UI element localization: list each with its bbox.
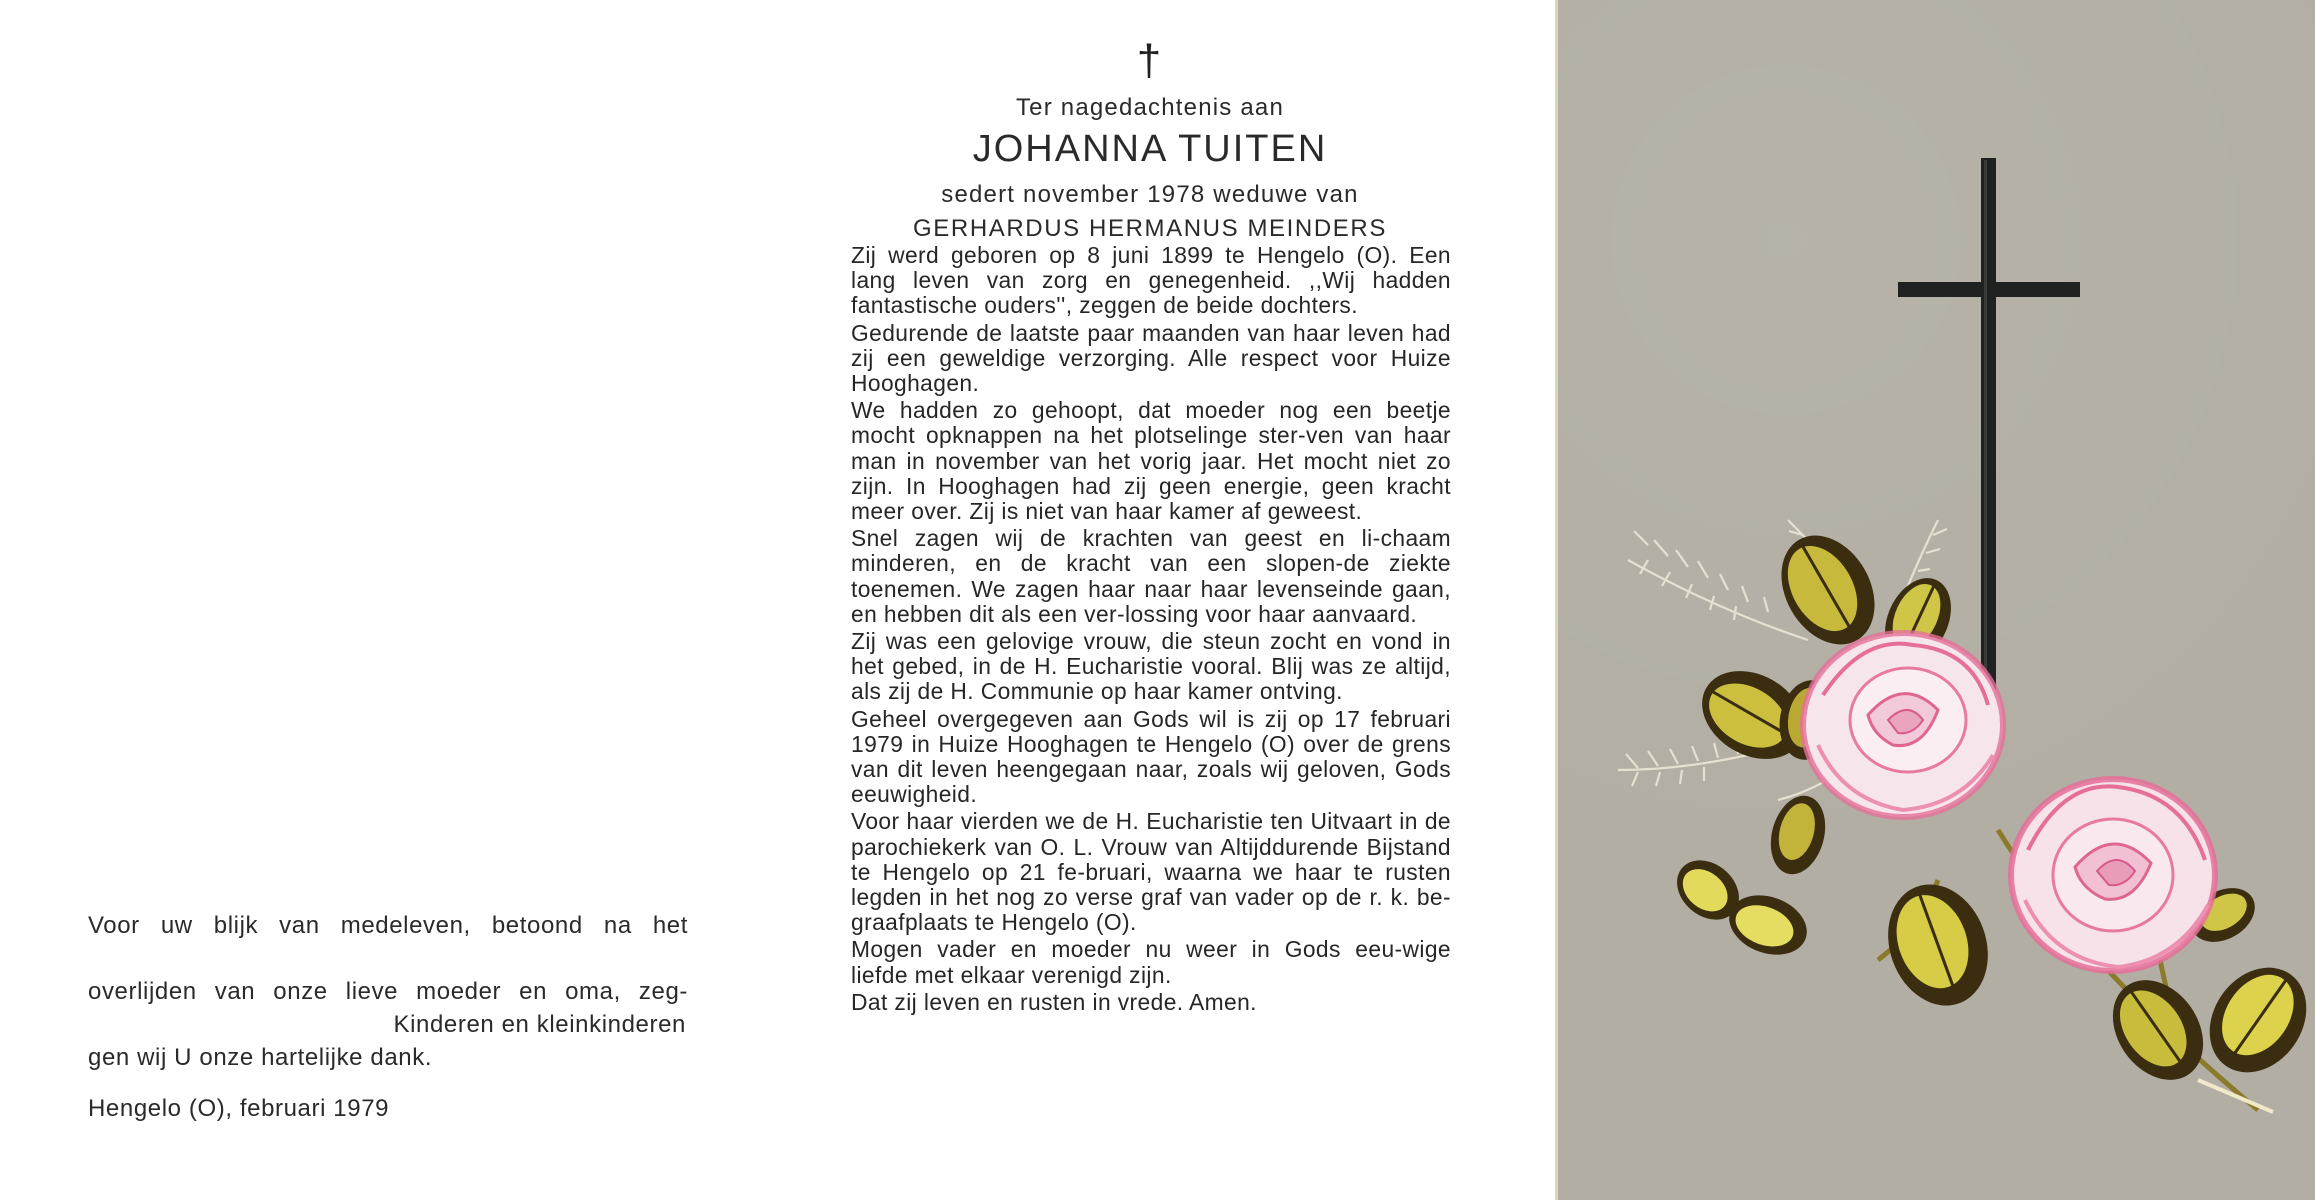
biography (851, 243, 1451, 1017)
bio-paragraph: Zij was een gelovige vrouw, die steun zocht en vond in het gebed, in de H. Eucharistie vooral. Blij was ze altijd, als zij de H. Communie op haar kamer ontving. (851, 628, 1451, 705)
thanks-line: Voor uw blijk van medeleven, betoond na het (88, 912, 688, 939)
thanks-line: gen wij U onze hartelijke dank. (88, 1044, 433, 1071)
bio-paragraph: Dat zij leven en rusten in vrede. Amen. (851, 988, 1257, 1015)
place-date: Hengelo (O), februari 1979 (88, 1095, 390, 1122)
bio-paragraph: Snel zagen wij de krachten van geest en li-chaam minderen, en de kracht van een slopen-de ziekte toenemen. We zagen haar naar haar levenseinde gaan, en hebben dit als een ver-lossing voor haar aanvaard. (851, 525, 1451, 627)
intro-line: Ter nagedachtenis aan (1015, 94, 1285, 121)
bio-paragraph: Mogen vader en moeder nu weer in Gods eeu-wige liefde met elkaar verenigd zijn. (851, 936, 1451, 988)
thanks-panel (0, 0, 780, 1200)
memorial-text-panel (780, 0, 1555, 1200)
dagger-cross-icon: † (1136, 36, 1162, 85)
rose-icon (2011, 779, 2215, 971)
signature-line: Kinderen en kleinkinderen (393, 1011, 686, 1038)
illustration-panel (1555, 0, 2315, 1200)
memorial-header (850, 94, 1450, 243)
thanks-text (88, 876, 688, 1107)
stem-tip (2198, 1080, 2273, 1112)
bio-paragraph: We hadden zo gehoopt, dat moeder nog een beetje mocht opknappen na het plotselinge ster-ven van haar man in november van het vorig jaar. Het mocht niet zo zijn. In Hooghagen had zij geen energie, geen kracht meer over. Zij is niet van haar kamer af geweest. (851, 397, 1451, 525)
bio-paragraph: Geheel overgegeven aan Gods wil is zij op 17 februari 1979 in Huize Hooghagen te Hengelo (O) over de grens van dit leven heengegaan naar, zoals wij geloven, Gods eeuwigheid. (851, 705, 1451, 808)
deceased-name: JOHANNA TUITEN (972, 128, 1328, 170)
bio-paragraph: Gedurende de laatste paar maanden van haar leven had zij een geweldige verzorging. Alle respect voor Huize Hooghagen. (851, 319, 1451, 397)
bio-paragraph: Voor haar vierden we de H. Eucharistie ten Uitvaart in de parochiekerk van O. L. Vrouw van Altijddurende Bijstand te Hengelo op 21 fe-bruari, waarna we haar te rusten legden in het nog zo verse graf van vader op de r. k. be-graafplaats te Hengelo (O). (851, 808, 1451, 936)
thanks-line: overlijden van onze lieve moeder en oma, zeg- (88, 978, 688, 1005)
widow-line: sedert november 1978 weduwe van (941, 181, 1359, 208)
husband-name: GERHARDUS HERMANUS MEINDERS (913, 215, 1387, 242)
bio-paragraph: Zij werd geboren op 8 juni 1899 te Hengelo (O). Een lang leven van zorg en genegenheid. ,,Wij hadden fantastische ouders'', zeggen de beide dochters. (851, 242, 1451, 319)
cross-and-roses-illustration (1558, 0, 2315, 1200)
rose-icon (1803, 633, 2003, 817)
